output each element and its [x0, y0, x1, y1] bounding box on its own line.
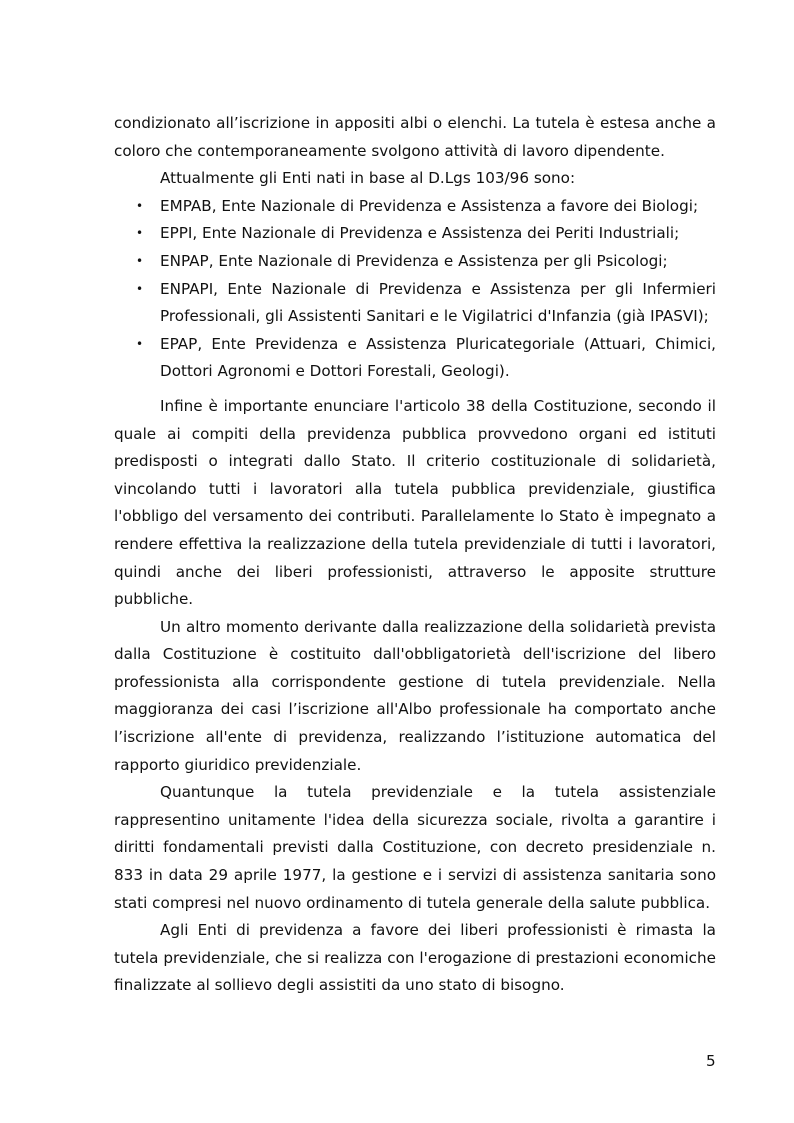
entity-empab: EMPAB, Ente Nazionale di Previdenza e Assistenza a favore dei Biologi; — [160, 196, 699, 215]
entity-epap: EPAP, Ente Previdenza e Assistenza Pluricategoriale (Attuari, Chimici, Dottori Agronomi e Dottori Forestali, Geologi). — [160, 334, 716, 381]
paragraph-solidarity: Un altro momento derivante dalla realizzazione della solidarietà prevista dalla Costituzione è costituito dall'obbligatorietà dell'iscrizione del libero professionista alla corrispondente gestione di tutela previdenziale. Nella maggioranza dei casi l’iscrizione all'Albo professionale ha comportato anche l’iscrizione all'ente di previdenza, realizzando l’istituzione automatica del rapporto giuridico previdenziale. — [114, 617, 716, 774]
entity-enpap: ENPAP, Ente Nazionale di Previdenza e Assistenza per gli Psicologi; — [160, 251, 668, 270]
list-item — [114, 331, 716, 386]
paragraph-pension-bodies: Agli Enti di previdenza a favore dei liberi professionisti è rimasta la tutela previdenziale, che si realizza con l'erogazione di prestazioni economiche finalizzate al sollievo degli assistiti da uno stato di bisogno. — [114, 921, 716, 995]
entity-enpapi: ENPAPI, Ente Nazionale di Previdenza e Assistenza per gli Infermieri Professionali, gli Assistenti Sanitari e le Vigilatrici d'Infanzia (già IPASVI); — [160, 279, 716, 326]
paragraph-article-38: Infine è importante enunciare l'articolo 38 della Costituzione, secondo il quale ai compiti della previdenza pubblica provvedono organi ed istituti predisposti o integrati dallo Stato. Il criterio costituzionale di solidarietà, vincolando tutti i lavoratori alla tutela pubblica previdenziale, giustifica l'obbligo del versamento dei contributi. Parallelamente lo Stato è impegnato a rendere effettiva la realizzazione della tutela previdenziale di tutti i lavoratori, quindi anche dei liberi professionisti, attraverso le apposite strutture pubbliche. — [114, 396, 716, 609]
bullet-icon: • — [136, 336, 144, 351]
list-intro: Attualmente gli Enti nati in base al D.Lgs 103/96 sono: — [160, 169, 576, 188]
entities-list — [114, 193, 716, 386]
bullet-icon: • — [136, 198, 144, 213]
entity-eppi: EPPI, Ente Nazionale di Previdenza e Assistenza dei Periti Industriali; — [160, 224, 680, 243]
page-number: 5 — [706, 1052, 716, 1070]
bullet-icon: • — [136, 281, 144, 296]
bullet-icon: • — [136, 226, 144, 241]
section-gap — [114, 386, 716, 393]
paragraph-social-security: Quantunque la tutela previdenziale e la tutela assistenziale rappresentino unitamente l'idea della sicurezza sociale, rivolta a garantire i diritti fondamentali previsti dalla Costituzione, con decreto presidenziale n. 833 in data 29 aprile 1977, la gestione e i servizi di assistenza sanitaria sono stati compresi nel nuovo ordinamento di tutela generale della salute pubblica. — [114, 783, 716, 912]
list-item — [114, 276, 716, 331]
document-page — [114, 110, 716, 1000]
list-item — [114, 248, 716, 276]
opening-paragraph: condizionato all’iscrizione in appositi albi o elenchi. La tutela è estesa anche a coloro che contemporaneamente svolgono attività di lavoro dipendente. — [114, 114, 716, 160]
list-item — [114, 193, 716, 221]
list-item — [114, 220, 716, 248]
bullet-icon: • — [136, 253, 144, 268]
